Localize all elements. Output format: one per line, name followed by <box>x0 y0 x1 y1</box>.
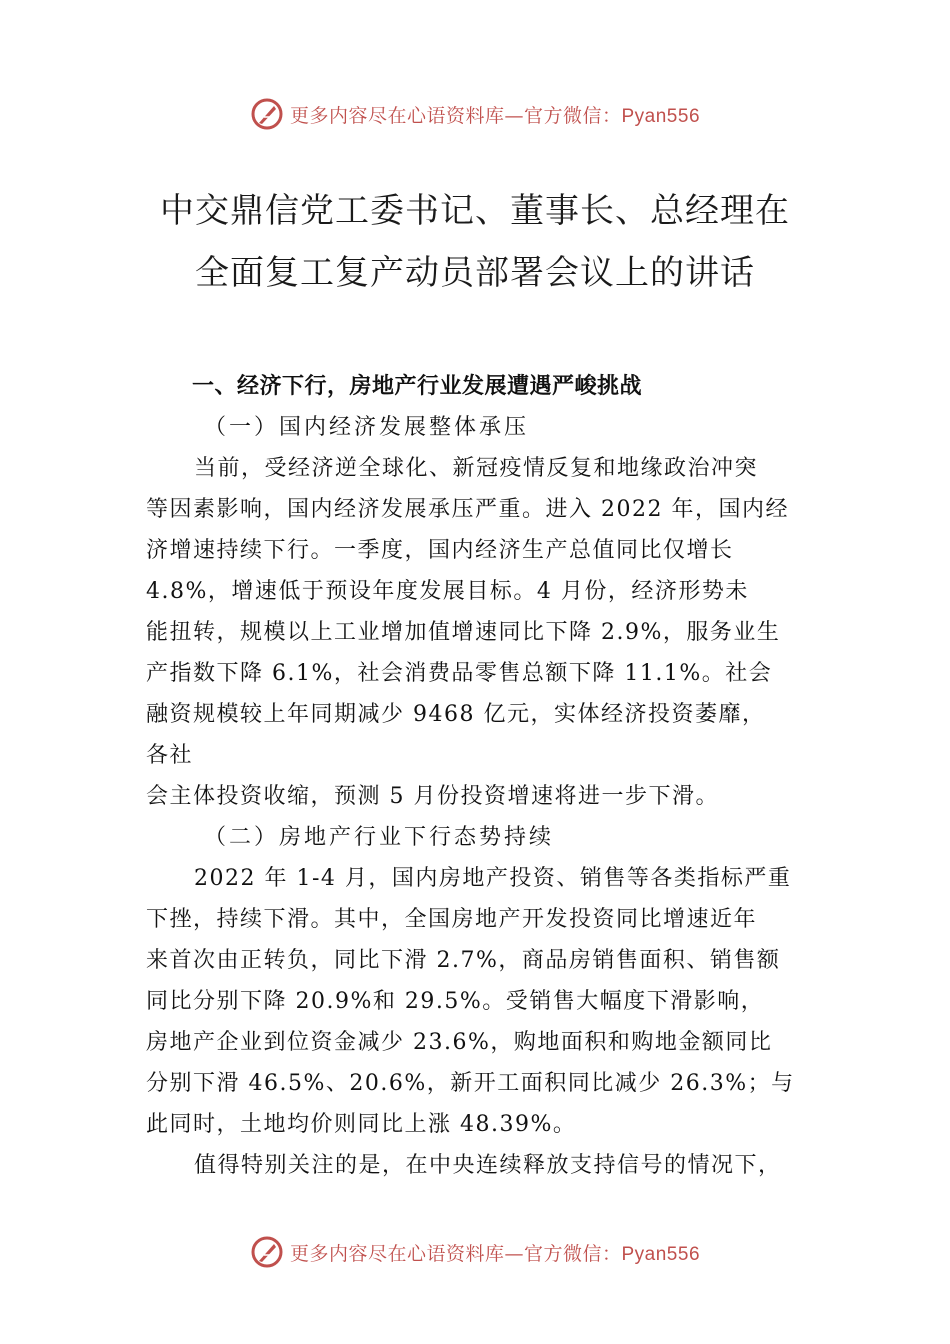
paragraph-line: 等因素影响，国内经济发展承压严重。进入 2022 年，国内经 <box>146 497 789 522</box>
paragraph-line: 当前，受经济逆全球化、新冠疫情反复和地缘政治冲突 <box>194 456 759 481</box>
title-line-1: 中交鼎信党工委书记、董事长、总经理在 <box>160 191 790 231</box>
wechat-id: Pyan556 <box>621 1243 701 1265</box>
title-line-2: 全面复工复产动员部署会议上的讲话 <box>195 253 755 293</box>
paragraph-line: 各社 <box>146 743 194 768</box>
paragraph-line: 4.8%，增速低于预设年度发展目标。4 月份，经济形势未 <box>146 579 749 604</box>
watermark-banner-bottom <box>0 1230 950 1274</box>
paragraph-line: 产指数下降 6.1%，社会消费品零售总额下降 11.1%。社会 <box>146 661 773 686</box>
wechat-id: Pyan556 <box>621 105 701 127</box>
paragraph-line: 2022 年 1-4 月，国内房地产投资、销售等各类指标严重 <box>194 866 792 891</box>
paragraph-line: 值得特别关注的是，在中央连续释放支持信号的情况下， <box>194 1153 782 1178</box>
section-heading-1: 一、经济下行，房地产行业发展遭遇严峻挑战 <box>192 374 643 399</box>
paragraph-line: 同比分别下降 20.9%和 29.5%。受销售大幅度下滑影响， <box>146 989 765 1014</box>
paragraph-line: 下挫，持续下滑。其中，全国房地产开发投资同比增速近年 <box>146 907 758 932</box>
document-body <box>146 366 806 1186</box>
paragraph-line: 此同时，土地均价则同比上涨 48.39%。 <box>146 1112 577 1137</box>
paragraph-line: 能扭转，规模以上工业增加值增速同比下降 2.9%，服务业生 <box>146 620 781 645</box>
paragraph-line: 融资规模较上年同期减少 9468 亿元，实体经济投资萎靡， <box>146 702 766 727</box>
watermark-banner-top <box>0 92 950 136</box>
feather-logo-icon <box>250 1235 284 1269</box>
paragraph-line: 分别下滑 46.5%、20.6%，新开工面积同比减少 26.3%；与 <box>146 1071 795 1096</box>
document-title <box>0 180 950 304</box>
paragraph-line: 房地产企业到位资金减少 23.6%，购地面积和购地金额同比 <box>146 1030 773 1055</box>
feather-logo-icon <box>250 97 284 131</box>
watermark-text: 更多内容尽在心语资料库—官方微信：Pyan556 <box>289 1242 701 1265</box>
subsection-heading-2: （二）房地产行业下行态势持续 <box>204 825 555 850</box>
paragraph-line: 来首次由正转负，同比下滑 2.7%，商品房销售面积、销售额 <box>146 948 781 973</box>
subsection-heading-1: （一）国内经济发展整体承压 <box>204 415 530 440</box>
watermark-text: 更多内容尽在心语资料库—官方微信：Pyan556 <box>289 104 701 127</box>
paragraph-line: 会主体投资收缩，预测 5 月份投资增速将进一步下滑。 <box>146 784 719 809</box>
paragraph-line: 济增速持续下行。一季度，国内经济生产总值同比仅增长 <box>146 538 734 563</box>
